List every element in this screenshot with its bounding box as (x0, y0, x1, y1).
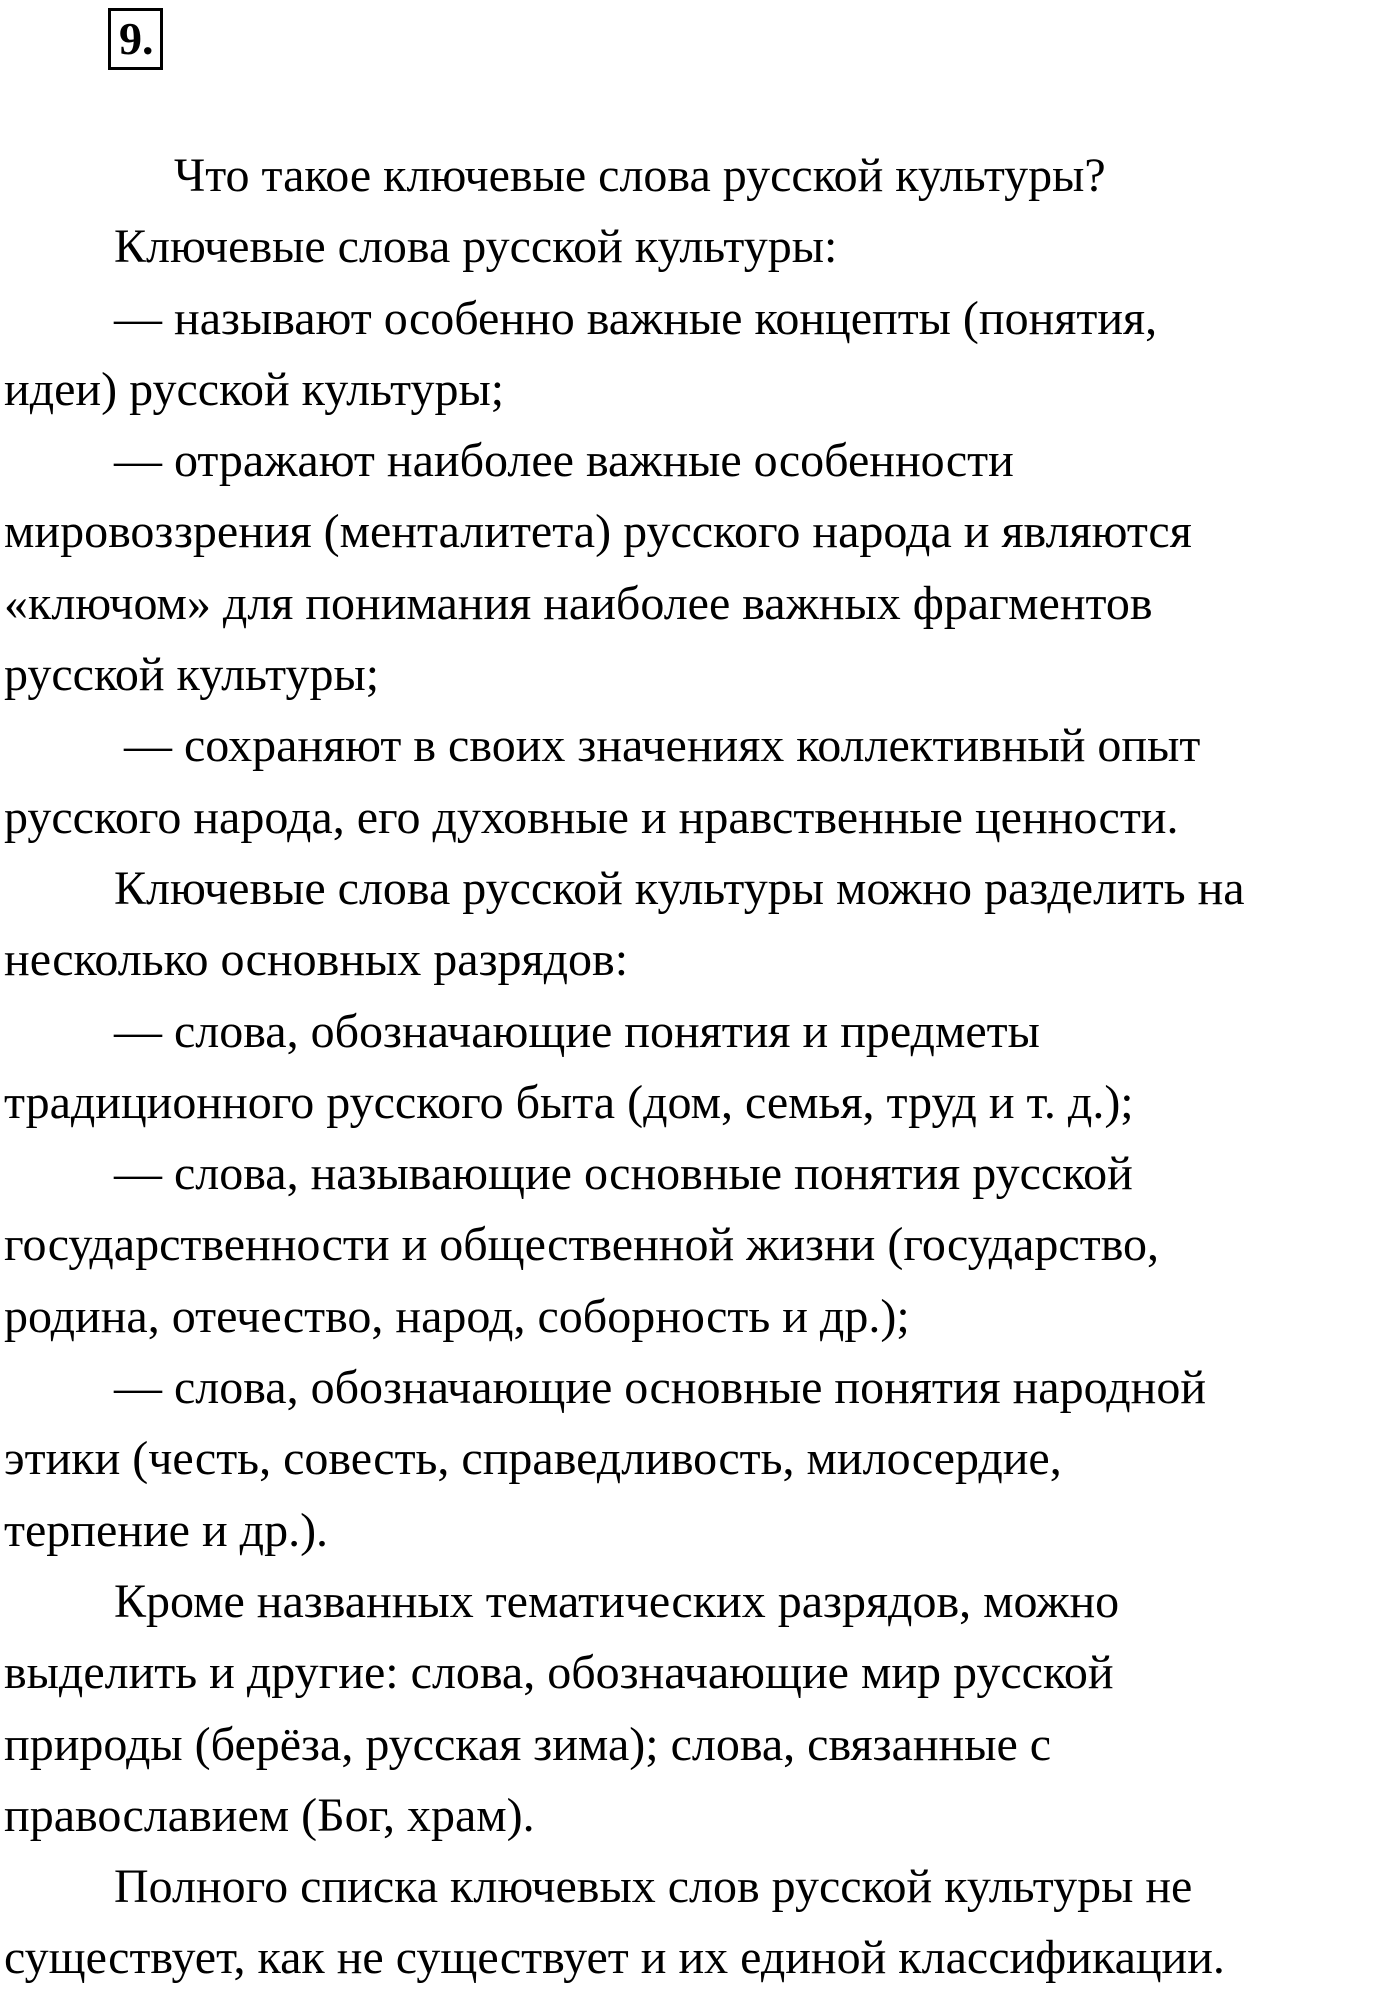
text-line: «ключом» для понимания наиболее важных фрагментов (4, 576, 1153, 630)
text-line: мировоззрения (менталитета) русского народа и являются (4, 505, 1192, 559)
text-line: православием (Бог, храм). (4, 1788, 535, 1842)
task-number-box (108, 8, 163, 70)
text-line: природы (берёза, русская зима); слова, связанные с (4, 1717, 1052, 1771)
text-line: Ключевые слова русской культуры можно разделить на (114, 861, 1245, 915)
text-line: — сохраняют в своих значениях коллективный опыт (124, 719, 1201, 773)
text-line: русской культуры; (4, 648, 380, 702)
text-line: Ключевые слова русской культуры: (114, 220, 838, 274)
text-line: — отражают наиболее важные особенности (114, 434, 1014, 488)
text-line: идеи) русской культуры; (4, 362, 505, 416)
text-line: государственности и общественной жизни (государство, (4, 1218, 1160, 1272)
text-line: русского народа, его духовные и нравственные ценности. (4, 790, 1179, 844)
text-line: родина, отечество, народ, соборность и др.); (4, 1289, 910, 1343)
task-number: 9. (119, 13, 154, 64)
text-line: — слова, обозначающие основные понятия народной (114, 1361, 1206, 1415)
text-line: выделить и другие: слова, обозначающие мир русской (4, 1646, 1114, 1700)
text-line: этики (честь, совесть, справедливость, милосердие, (4, 1432, 1062, 1486)
body-text (4, 140, 1396, 1994)
text-line: Кроме названных тематических разрядов, можно (114, 1574, 1120, 1628)
text-line: — называют особенно важные концепты (понятия, (114, 291, 1158, 345)
text-line: существует, как не существует и их единой классификации. (4, 1931, 1225, 1985)
text-line: терпение и др.). (4, 1503, 329, 1557)
text-line: Полного списка ключевых слов русской культуры не (114, 1860, 1193, 1914)
text-line: традиционного русского быта (дом, семья, труд и т. д.); (4, 1075, 1134, 1129)
text-line: Что такое ключевые слова русской культуры? (174, 149, 1106, 202)
text-line: — слова, обозначающие понятия и предметы (114, 1004, 1040, 1058)
text-line: несколько основных разрядов: (4, 933, 629, 987)
text-line: — слова, называющие основные понятия русской (114, 1147, 1133, 1201)
